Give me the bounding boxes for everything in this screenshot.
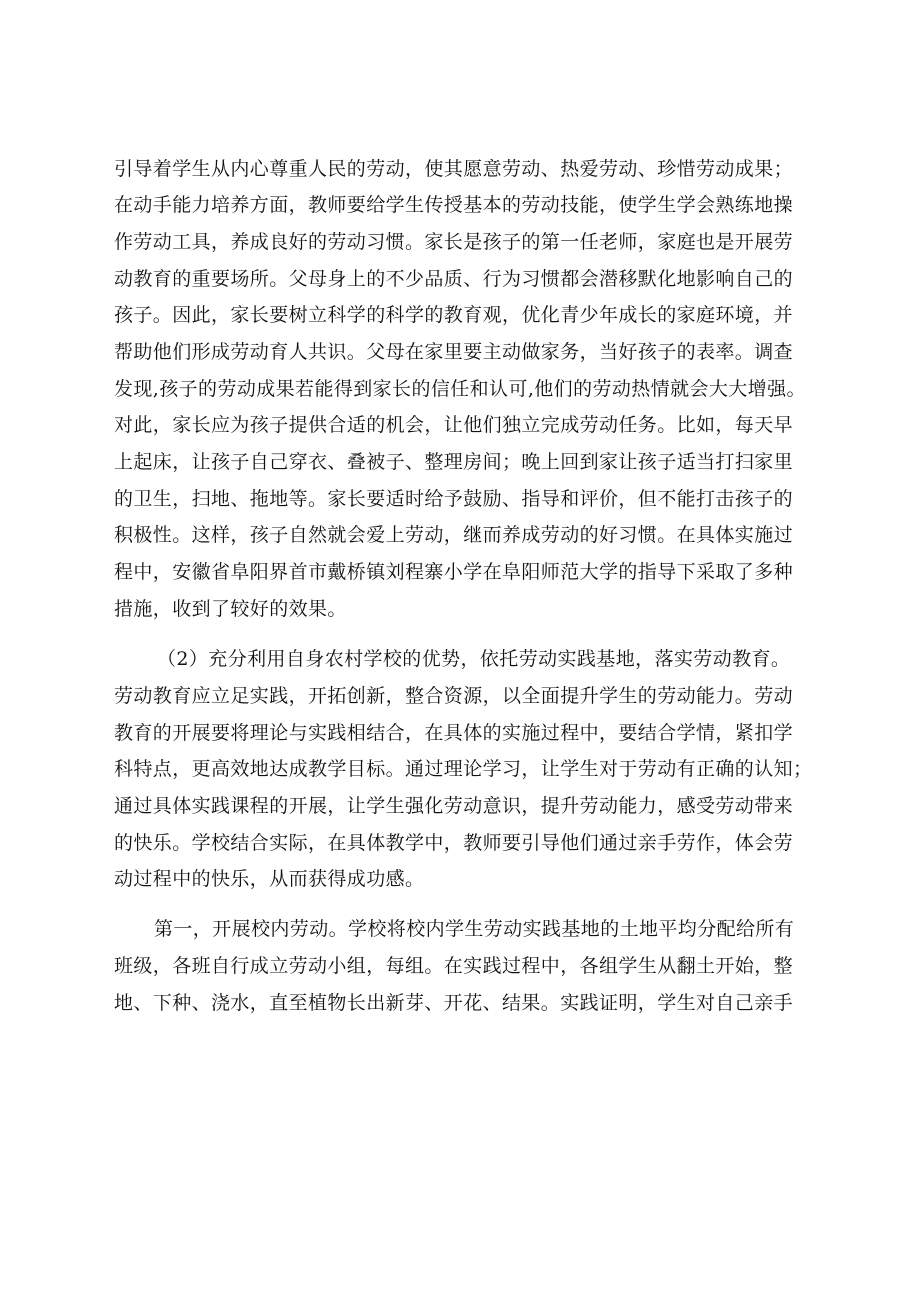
text-line: 班级，各班自行成立劳动小组，每组。在实践过程中，各组学生从翻土开始，整 — [114, 955, 794, 977]
text-line: 教育的开展要将理论与实践相结合，在具体的实施过程中，要结合学情，紧扣学 — [114, 722, 794, 744]
text-line: 引导着学生从内心尊重人民的劳动，使其愿意劳动、热爱劳动、珍惜劳动成果； — [114, 158, 794, 180]
text-line: 对此，家长应为孩子提供合适的机会，让他们独立完成劳动任务。比如，每天早 — [114, 414, 794, 436]
text-line: 在动手能力培养方面，教师要给学生传授基本的劳动技能，使学生学会熟练地操 — [114, 194, 794, 216]
text-line: 措施，收到了较好的效果。 — [114, 598, 347, 620]
text-line: 劳动教育应立足实践，开拓创新，整合资源，以全面提升学生的劳动能力。劳动 — [114, 685, 794, 707]
text-line: 发现,孩子的劳动成果若能得到家长的信任和认可,他们的劳动热情就会大大增强。 — [114, 378, 806, 400]
text-line: 作劳动工具，养成良好的劳动习惯。家长是孩子的第一任老师，家庭也是开展劳 — [114, 231, 794, 253]
text-line: 积极性。这样，孩子自然就会爱上劳动，继而养成劳动的好习惯。在具体实施过 — [114, 524, 794, 546]
text-line: 帮助他们形成劳动育人共识。父母在家里要主动做家务，当好孩子的表率。调查 — [114, 341, 794, 363]
text-line: 的快乐。学校结合实际，在具体教学中，教师要引导他们通过亲手劳作，体会劳 — [114, 832, 794, 854]
text-line: 孩子。因此，家长要树立科学的科学的教育观，优化青少年成长的家庭环境，并 — [114, 304, 794, 326]
text-line: 科特点，更高效地达成教学目标。通过理论学习，让学生对于劳动有正确的认知； — [114, 758, 813, 780]
text-line: 程中，安徽省阜阳界首市戴桥镇刘程寨小学在阜阳师范大学的指导下采取了多种 — [114, 561, 794, 583]
text-line: 动教育的重要场所。父母身上的不少品质、行为习惯都会潜移默化地影响自己的 — [114, 268, 794, 290]
section-heading: （2）充分利用自身农村学校的优势，依托劳动实践基地，落实劳动教育。 — [157, 648, 791, 670]
text-line: 上起床，让孩子自己穿衣、叠被子、整理房间；晚上回到家让孩子适当打扫家里 — [114, 451, 794, 473]
text-line: 地、下种、浇水，直至植物长出新芽、开花、结果。实践证明，学生对自己亲手 — [114, 992, 794, 1014]
text-line: 的卫生，扫地、拖地等。家长要适时给予鼓励、指导和评价，但不能打击孩子的 — [114, 488, 794, 510]
text-line: 动过程中的快乐，从而获得成功感。 — [114, 868, 425, 890]
paragraph-start: 第一，开展校内劳动。学校将校内学生劳动实践基地的土地平均分配给所有 — [154, 918, 795, 940]
text-line: 通过具体实践课程的开展，让学生强化劳动意识，提升劳动能力，感受劳动带来 — [114, 795, 794, 817]
